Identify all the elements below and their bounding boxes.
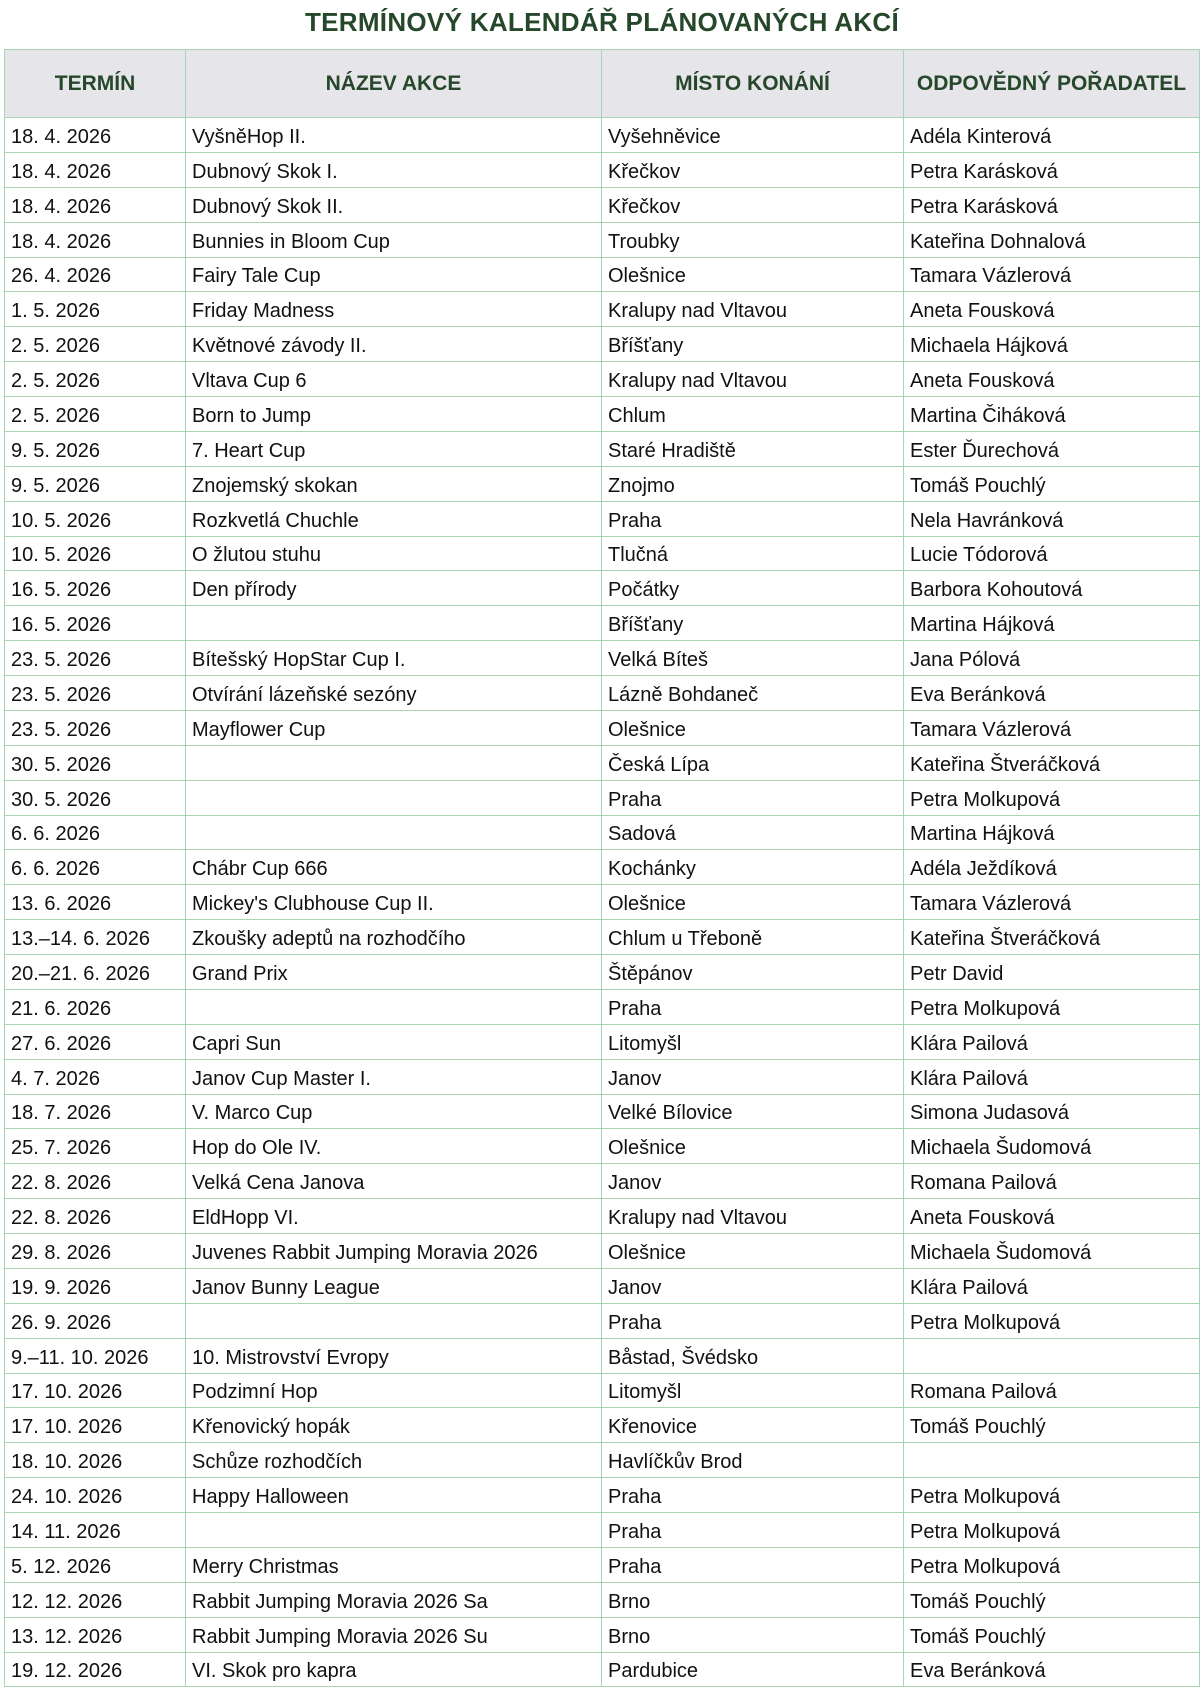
cell-date: 6. 6. 2026 bbox=[5, 815, 186, 850]
cell-date: 19. 12. 2026 bbox=[5, 1652, 186, 1687]
cell-date: 23. 5. 2026 bbox=[5, 641, 186, 676]
cell-event-name: Schůze rozhodčích bbox=[186, 1443, 602, 1478]
cell-organizer: Martina Hájková bbox=[904, 606, 1200, 641]
table-row bbox=[5, 1303, 1200, 1338]
table-row bbox=[5, 1268, 1200, 1303]
table-row bbox=[5, 1513, 1200, 1548]
cell-place: Štěpánov bbox=[602, 955, 904, 990]
cell-date: 18. 10. 2026 bbox=[5, 1443, 186, 1478]
cell-event-name: Velká Cena Janova bbox=[186, 1164, 602, 1199]
cell-place: Brno bbox=[602, 1582, 904, 1617]
cell-place: Olešnice bbox=[602, 885, 904, 920]
cell-organizer: Aneta Fousková bbox=[904, 292, 1200, 327]
header-row bbox=[5, 50, 1200, 118]
cell-place: Vyšehněvice bbox=[602, 118, 904, 153]
cell-date: 16. 5. 2026 bbox=[5, 606, 186, 641]
table-row bbox=[5, 1059, 1200, 1094]
cell-organizer: Eva Beránková bbox=[904, 676, 1200, 711]
cell-organizer: Eva Beránková bbox=[904, 1652, 1200, 1687]
cell-date: 9. 5. 2026 bbox=[5, 431, 186, 466]
cell-organizer: Michaela Šudomová bbox=[904, 1129, 1200, 1164]
cell-place: Bříšťany bbox=[602, 327, 904, 362]
table-row bbox=[5, 292, 1200, 327]
table-row bbox=[5, 641, 1200, 676]
table-row bbox=[5, 222, 1200, 257]
table-body bbox=[5, 118, 1200, 1687]
cell-organizer: Petra Molkupová bbox=[904, 1513, 1200, 1548]
cell-organizer: Kateřina Štveráčková bbox=[904, 920, 1200, 955]
cell-date: 16. 5. 2026 bbox=[5, 571, 186, 606]
cell-organizer bbox=[904, 1443, 1200, 1478]
cell-organizer: Martina Čiháková bbox=[904, 397, 1200, 432]
cell-place: Česká Lípa bbox=[602, 745, 904, 780]
cell-event-name: Rabbit Jumping Moravia 2026 Su bbox=[186, 1617, 602, 1652]
cell-date: 13.–14. 6. 2026 bbox=[5, 920, 186, 955]
cell-organizer: Tomáš Pouchlý bbox=[904, 1408, 1200, 1443]
cell-event-name bbox=[186, 989, 602, 1024]
table-row bbox=[5, 118, 1200, 153]
cell-date: 23. 5. 2026 bbox=[5, 676, 186, 711]
cell-date: 18. 4. 2026 bbox=[5, 152, 186, 187]
cell-place: Bříšťany bbox=[602, 606, 904, 641]
header-organizer: ODPOVĚDNÝ POŘADATEL bbox=[904, 50, 1200, 118]
cell-event-name: Den přírody bbox=[186, 571, 602, 606]
cell-event-name: Capri Sun bbox=[186, 1024, 602, 1059]
table-row bbox=[5, 989, 1200, 1024]
cell-date: 27. 6. 2026 bbox=[5, 1024, 186, 1059]
cell-date: 9.–11. 10. 2026 bbox=[5, 1338, 186, 1373]
table-row bbox=[5, 431, 1200, 466]
cell-event-name: Grand Prix bbox=[186, 955, 602, 990]
cell-place: Tlučná bbox=[602, 536, 904, 571]
cell-event-name: Mayflower Cup bbox=[186, 710, 602, 745]
table-row bbox=[5, 1234, 1200, 1269]
cell-place: Båstad, Švédsko bbox=[602, 1338, 904, 1373]
cell-event-name: Friday Madness bbox=[186, 292, 602, 327]
cell-event-name: Otvírání lázeňské sezóny bbox=[186, 676, 602, 711]
cell-place: Pardubice bbox=[602, 1652, 904, 1687]
cell-date: 26. 9. 2026 bbox=[5, 1303, 186, 1338]
cell-event-name: Znojemský skokan bbox=[186, 466, 602, 501]
table-row bbox=[5, 1617, 1200, 1652]
cell-organizer: Tomáš Pouchlý bbox=[904, 1582, 1200, 1617]
header-place: MÍSTO KONÁNÍ bbox=[602, 50, 904, 118]
cell-place: Brno bbox=[602, 1617, 904, 1652]
cell-event-name: Rabbit Jumping Moravia 2026 Sa bbox=[186, 1582, 602, 1617]
events-table bbox=[4, 49, 1200, 1687]
cell-place: Křenovice bbox=[602, 1408, 904, 1443]
cell-date: 17. 10. 2026 bbox=[5, 1373, 186, 1408]
cell-date: 1. 5. 2026 bbox=[5, 292, 186, 327]
cell-place: Chlum bbox=[602, 397, 904, 432]
cell-organizer: Simona Judasová bbox=[904, 1094, 1200, 1129]
cell-organizer: Klára Pailová bbox=[904, 1024, 1200, 1059]
cell-date: 30. 5. 2026 bbox=[5, 780, 186, 815]
table-row bbox=[5, 850, 1200, 885]
table-row bbox=[5, 676, 1200, 711]
cell-event-name: 10. Mistrovství Evropy bbox=[186, 1338, 602, 1373]
cell-place: Olešnice bbox=[602, 257, 904, 292]
cell-date: 25. 7. 2026 bbox=[5, 1129, 186, 1164]
cell-date: 18. 4. 2026 bbox=[5, 187, 186, 222]
cell-organizer: Petra Molkupová bbox=[904, 989, 1200, 1024]
cell-place: Olešnice bbox=[602, 1234, 904, 1269]
cell-organizer: Petra Karásková bbox=[904, 152, 1200, 187]
cell-event-name: VyšněHop II. bbox=[186, 118, 602, 153]
cell-organizer: Petra Molkupová bbox=[904, 780, 1200, 815]
cell-organizer: Tamara Vázlerová bbox=[904, 257, 1200, 292]
cell-organizer: Martina Hájková bbox=[904, 815, 1200, 850]
table-row bbox=[5, 397, 1200, 432]
cell-date: 10. 5. 2026 bbox=[5, 501, 186, 536]
cell-organizer: Romana Pailová bbox=[904, 1373, 1200, 1408]
cell-place: Janov bbox=[602, 1164, 904, 1199]
cell-event-name: Fairy Tale Cup bbox=[186, 257, 602, 292]
cell-event-name bbox=[186, 606, 602, 641]
cell-organizer: Petr David bbox=[904, 955, 1200, 990]
page-title: TERMÍNOVÝ KALENDÁŘ PLÁNOVANÝCH AKCÍ bbox=[304, 7, 900, 37]
cell-organizer: Adéla Ježdíková bbox=[904, 850, 1200, 885]
cell-place: Praha bbox=[602, 1478, 904, 1513]
cell-event-name: Born to Jump bbox=[186, 397, 602, 432]
cell-organizer: Michaela Šudomová bbox=[904, 1234, 1200, 1269]
cell-date: 9. 5. 2026 bbox=[5, 466, 186, 501]
table-row bbox=[5, 536, 1200, 571]
cell-place: Olešnice bbox=[602, 710, 904, 745]
table-row bbox=[5, 1094, 1200, 1129]
table-row bbox=[5, 362, 1200, 397]
cell-place: Janov bbox=[602, 1059, 904, 1094]
cell-place: Křečkov bbox=[602, 152, 904, 187]
cell-organizer: Klára Pailová bbox=[904, 1268, 1200, 1303]
cell-place: Praha bbox=[602, 1547, 904, 1582]
cell-organizer: Aneta Fousková bbox=[904, 1199, 1200, 1234]
cell-event-name: Juvenes Rabbit Jumping Moravia 2026 bbox=[186, 1234, 602, 1269]
table-row bbox=[5, 745, 1200, 780]
header-date: TERMÍN bbox=[5, 50, 186, 118]
cell-place: Praha bbox=[602, 1513, 904, 1548]
cell-place: Sadová bbox=[602, 815, 904, 850]
cell-place: Kralupy nad Vltavou bbox=[602, 362, 904, 397]
cell-place: Litomyšl bbox=[602, 1024, 904, 1059]
cell-date: 26. 4. 2026 bbox=[5, 257, 186, 292]
cell-event-name bbox=[186, 1513, 602, 1548]
cell-event-name: Hop do Ole IV. bbox=[186, 1129, 602, 1164]
cell-place: Praha bbox=[602, 780, 904, 815]
table-row bbox=[5, 1129, 1200, 1164]
cell-place: Troubky bbox=[602, 222, 904, 257]
table-row bbox=[5, 1408, 1200, 1443]
cell-date: 29. 8. 2026 bbox=[5, 1234, 186, 1269]
cell-event-name: Bunnies in Bloom Cup bbox=[186, 222, 602, 257]
cell-place: Křečkov bbox=[602, 187, 904, 222]
table-row bbox=[5, 1547, 1200, 1582]
cell-event-name: Chábr Cup 666 bbox=[186, 850, 602, 885]
cell-date: 17. 10. 2026 bbox=[5, 1408, 186, 1443]
cell-date: 10. 5. 2026 bbox=[5, 536, 186, 571]
table-row bbox=[5, 1164, 1200, 1199]
cell-place: Velká Bíteš bbox=[602, 641, 904, 676]
cell-place: Praha bbox=[602, 1303, 904, 1338]
cell-event-name: V. Marco Cup bbox=[186, 1094, 602, 1129]
cell-organizer: Petra Molkupová bbox=[904, 1303, 1200, 1338]
table-row bbox=[5, 1582, 1200, 1617]
cell-event-name: O žlutou stuhu bbox=[186, 536, 602, 571]
cell-event-name: Janov Bunny League bbox=[186, 1268, 602, 1303]
cell-place: Staré Hradiště bbox=[602, 431, 904, 466]
cell-date: 12. 12. 2026 bbox=[5, 1582, 186, 1617]
cell-place: Kralupy nad Vltavou bbox=[602, 1199, 904, 1234]
cell-event-name: Janov Cup Master I. bbox=[186, 1059, 602, 1094]
table-row bbox=[5, 257, 1200, 292]
cell-event-name: 7. Heart Cup bbox=[186, 431, 602, 466]
cell-date: 19. 9. 2026 bbox=[5, 1268, 186, 1303]
table-row bbox=[5, 1478, 1200, 1513]
table-row bbox=[5, 710, 1200, 745]
header-event-name: NÁZEV AKCE bbox=[186, 50, 602, 118]
cell-event-name: Květnové závody II. bbox=[186, 327, 602, 362]
cell-organizer: Petra Molkupová bbox=[904, 1547, 1200, 1582]
cell-event-name: Merry Christmas bbox=[186, 1547, 602, 1582]
cell-organizer bbox=[904, 1338, 1200, 1373]
cell-event-name: VI. Skok pro kapra bbox=[186, 1652, 602, 1687]
table-row bbox=[5, 1652, 1200, 1687]
table-row bbox=[5, 780, 1200, 815]
cell-organizer: Romana Pailová bbox=[904, 1164, 1200, 1199]
cell-place: Litomyšl bbox=[602, 1373, 904, 1408]
cell-organizer: Tomáš Pouchlý bbox=[904, 1617, 1200, 1652]
cell-place: Janov bbox=[602, 1268, 904, 1303]
cell-event-name: Rozkvetlá Chuchle bbox=[186, 501, 602, 536]
table-row bbox=[5, 920, 1200, 955]
cell-organizer: Ester Ďurechová bbox=[904, 431, 1200, 466]
cell-event-name bbox=[186, 815, 602, 850]
cell-place: Znojmo bbox=[602, 466, 904, 501]
cell-event-name: Mickey's Clubhouse Cup II. bbox=[186, 885, 602, 920]
cell-place: Kralupy nad Vltavou bbox=[602, 292, 904, 327]
cell-place: Olešnice bbox=[602, 1129, 904, 1164]
cell-date: 18. 7. 2026 bbox=[5, 1094, 186, 1129]
cell-organizer: Kateřina Dohnalová bbox=[904, 222, 1200, 257]
cell-date: 2. 5. 2026 bbox=[5, 362, 186, 397]
cell-date: 18. 4. 2026 bbox=[5, 118, 186, 153]
table-row bbox=[5, 152, 1200, 187]
cell-date: 21. 6. 2026 bbox=[5, 989, 186, 1024]
table-row bbox=[5, 327, 1200, 362]
cell-date: 5. 12. 2026 bbox=[5, 1547, 186, 1582]
cell-organizer: Klára Pailová bbox=[904, 1059, 1200, 1094]
cell-event-name: EldHopp VI. bbox=[186, 1199, 602, 1234]
cell-date: 20.–21. 6. 2026 bbox=[5, 955, 186, 990]
table-row bbox=[5, 1199, 1200, 1234]
cell-place: Chlum u Třeboně bbox=[602, 920, 904, 955]
table-row bbox=[5, 606, 1200, 641]
cell-event-name bbox=[186, 745, 602, 780]
cell-organizer: Kateřina Štveráčková bbox=[904, 745, 1200, 780]
table-row bbox=[5, 571, 1200, 606]
table-row bbox=[5, 1338, 1200, 1373]
cell-date: 14. 11. 2026 bbox=[5, 1513, 186, 1548]
cell-organizer: Tamara Vázlerová bbox=[904, 710, 1200, 745]
cell-date: 23. 5. 2026 bbox=[5, 710, 186, 745]
table-row bbox=[5, 885, 1200, 920]
cell-organizer: Aneta Fousková bbox=[904, 362, 1200, 397]
cell-organizer: Adéla Kinterová bbox=[904, 118, 1200, 153]
cell-organizer: Tomáš Pouchlý bbox=[904, 466, 1200, 501]
table-header bbox=[5, 50, 1200, 118]
cell-organizer: Petra Molkupová bbox=[904, 1478, 1200, 1513]
cell-event-name: Happy Halloween bbox=[186, 1478, 602, 1513]
cell-place: Praha bbox=[602, 989, 904, 1024]
cell-date: 22. 8. 2026 bbox=[5, 1199, 186, 1234]
cell-event-name bbox=[186, 780, 602, 815]
table-row bbox=[5, 815, 1200, 850]
cell-event-name: Dubnový Skok I. bbox=[186, 152, 602, 187]
cell-date: 18. 4. 2026 bbox=[5, 222, 186, 257]
cell-date: 2. 5. 2026 bbox=[5, 397, 186, 432]
cell-organizer: Lucie Tódorová bbox=[904, 536, 1200, 571]
cell-date: 24. 10. 2026 bbox=[5, 1478, 186, 1513]
cell-place: Kochánky bbox=[602, 850, 904, 885]
cell-place: Praha bbox=[602, 501, 904, 536]
cell-organizer: Tamara Vázlerová bbox=[904, 885, 1200, 920]
cell-organizer: Petra Karásková bbox=[904, 187, 1200, 222]
cell-event-name: Podzimní Hop bbox=[186, 1373, 602, 1408]
cell-date: 22. 8. 2026 bbox=[5, 1164, 186, 1199]
cell-date: 4. 7. 2026 bbox=[5, 1059, 186, 1094]
table-row bbox=[5, 1373, 1200, 1408]
cell-event-name: Dubnový Skok II. bbox=[186, 187, 602, 222]
cell-organizer: Michaela Hájková bbox=[904, 327, 1200, 362]
table-row bbox=[5, 501, 1200, 536]
cell-date: 13. 6. 2026 bbox=[5, 885, 186, 920]
cell-organizer: Nela Havránková bbox=[904, 501, 1200, 536]
cell-place: Velké Bílovice bbox=[602, 1094, 904, 1129]
cell-date: 2. 5. 2026 bbox=[5, 327, 186, 362]
table-row bbox=[5, 466, 1200, 501]
table-row bbox=[5, 187, 1200, 222]
cell-place: Havlíčkův Brod bbox=[602, 1443, 904, 1478]
cell-event-name: Vltava Cup 6 bbox=[186, 362, 602, 397]
table-row bbox=[5, 1443, 1200, 1478]
cell-organizer: Jana Pólová bbox=[904, 641, 1200, 676]
table-row bbox=[5, 955, 1200, 990]
cell-organizer: Barbora Kohoutová bbox=[904, 571, 1200, 606]
cell-event-name: Bítešský HopStar Cup I. bbox=[186, 641, 602, 676]
table-row bbox=[5, 1024, 1200, 1059]
cell-date: 30. 5. 2026 bbox=[5, 745, 186, 780]
cell-date: 13. 12. 2026 bbox=[5, 1617, 186, 1652]
cell-event-name bbox=[186, 1303, 602, 1338]
cell-place: Lázně Bohdaneč bbox=[602, 676, 904, 711]
cell-place: Počátky bbox=[602, 571, 904, 606]
cell-event-name: Křenovický hopák bbox=[186, 1408, 602, 1443]
cell-event-name: Zkoušky adeptů na rozhodčího bbox=[186, 920, 602, 955]
cell-date: 6. 6. 2026 bbox=[5, 850, 186, 885]
